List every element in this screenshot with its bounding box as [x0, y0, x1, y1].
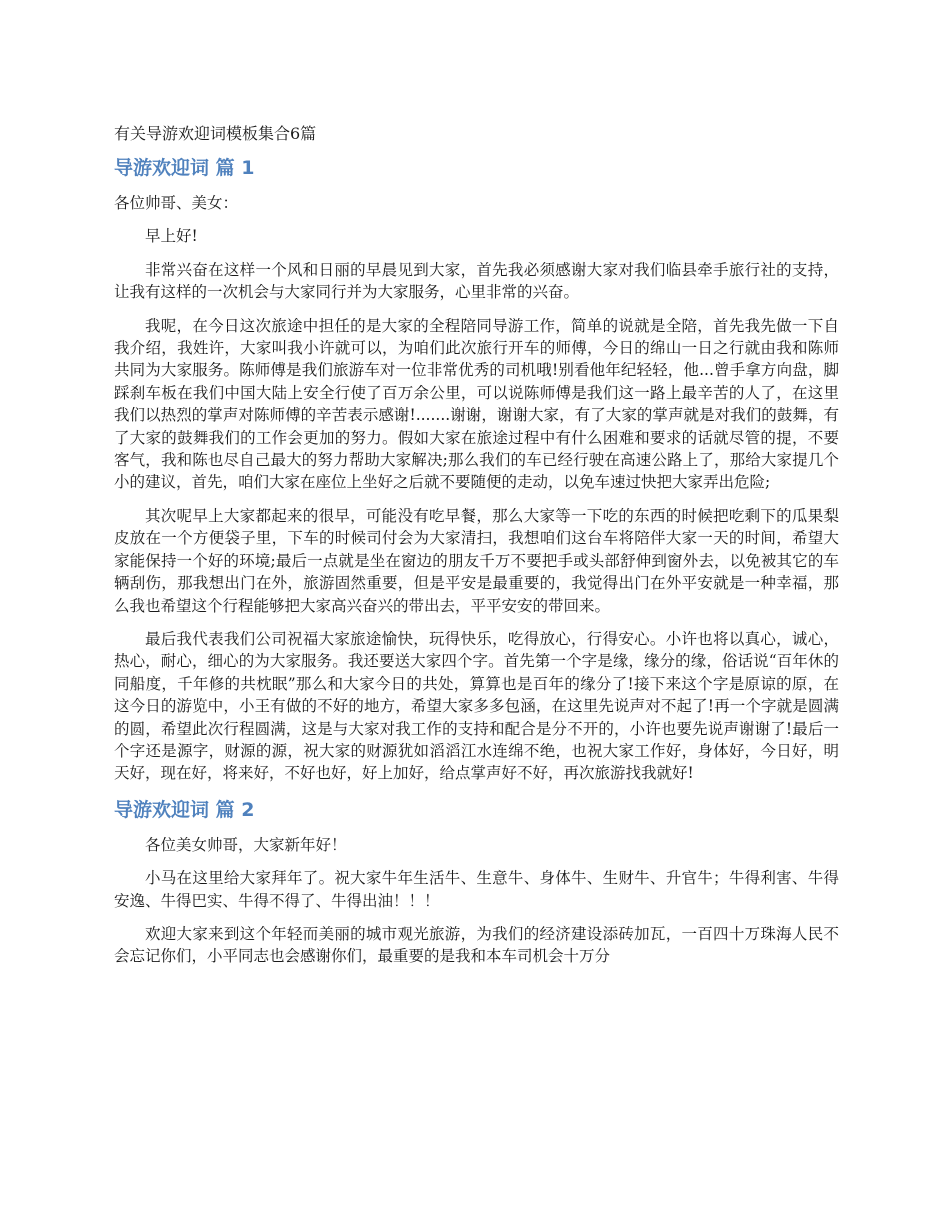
paragraph: 小马在这里给大家拜年了。祝大家牛年生活牛、生意牛、身体牛、生财牛、升官牛；牛得利害、牛得安逸、牛得巴实、牛得不得了、牛得出油！！！	[114, 869, 839, 910]
document-title: 有关导游欢迎词模板集合6篇	[114, 124, 317, 143]
paragraph: 各位美女帅哥，大家新年好！	[145, 835, 347, 854]
paragraph: 各位帅哥、美女：	[114, 194, 239, 212]
paragraph: 早上好!	[145, 227, 198, 246]
paragraph: 欢迎大家来到这个年轻而美丽的城市观光旅游，为我们的经济建设添砖加瓦，一百四十万珠海人民不会忘记你们，小平同志也会感谢你们，最重要的是我和本车司机会十万分	[114, 924, 839, 966]
document-page	[114, 122, 839, 979]
section-heading-2: 导游欢迎词 篇 2	[114, 798, 255, 821]
section-heading-1: 导游欢迎词 篇 1	[114, 157, 255, 179]
paragraph: 我呢，在今日这次旅途中担任的是大家的全程陪同导游工作，简单的说就是全陪，首先我先做一下自我介绍，我姓许，大家叫我小许就可以，为咱们此次旅行开车的师傅，今日的绵山一日之行就由我和陈师共同为大家服务。陈师傅是我们旅游车对一位非常优秀的司机哦!别看他年纪轻轻，他...曾手拿方向盘，脚踩刹车板在我们中国大陆上安全行使了百万余公里，可以说陈师傅是我们这一路上最辛苦的人了，在这里我们以热烈的掌声对陈师傅的辛苦表示感谢!.......谢谢，谢谢大家，有了大家的掌声就是对我们的鼓舞，有了大家的鼓舞我们的工作会更加的努力。假如大家在旅途过程中有什么困难和要求的话就尽管的提，不要客气，我和陈也尽自己最大的努力帮助大家解决;那么我们的车已经行驶在高速公路上了，那给大家提几个小的建议，首先，咱们大家在座位上坐好之后就不要随便的走动，以免车速过快把大家弄出危险;	[114, 316, 839, 492]
paragraph: 最后我代表我们公司祝福大家旅途愉快，玩得快乐，吃得放心，行得安心。小许也将以真心，诚心，热心，耐心，细心的为大家服务。我还要送大家四个字。首先第一个字是缘，缘分的缘，俗话说“百年休的同船度，千年修的共枕眠”那么和大家今日的共处，算算也是百年的缘分了!接下来这个字是原谅的原，在这今日的游览中，小王有做的不好的地方，希望大家多多包涵，在这里先说声对不起了!再一个字就是圆满的圆，希望此次行程圆满，这是与大家对我工作的支持和配合是分不开的，小许也要先说声谢谢了!最后一个字还是源字，财源的源，祝大家的财源犹如滔滔江水连绵不绝，也祝大家工作好，身体好，今日好，明天好，现在好，将来好，不好也好，好上加好，给点掌声好不好，再次旅游找我就好!	[114, 629, 839, 783]
paragraph: 非常兴奋在这样一个风和日丽的早晨见到大家，首先我必须感谢大家对我们临县牵手旅行社的支持，让我有这样的一次机会与大家同行并为大家服务，心里非常的兴奋。	[114, 260, 839, 302]
paragraph: 其次呢早上大家都起来的很早，可能没有吃早餐，那么大家等一下吃的东西的时候把吃剩下的瓜果梨皮放在一个方便袋子里，下车的时候司付会为大家清扫，我想咱们这台车将陪伴大家一天的时间，希望大家能保持一个好的环境;最后一点就是坐在窗边的朋友千万不要把手或头部舒伸到窗外去，以免被其它的车辆刮伤，那我想出门在外，旅游固然重要，但是平安是最重要的，我觉得出门在外平安就是一种幸福，那么我也希望这个行程能够把大家高兴奋兴的带出去，平平安安的带回来。	[114, 506, 839, 615]
